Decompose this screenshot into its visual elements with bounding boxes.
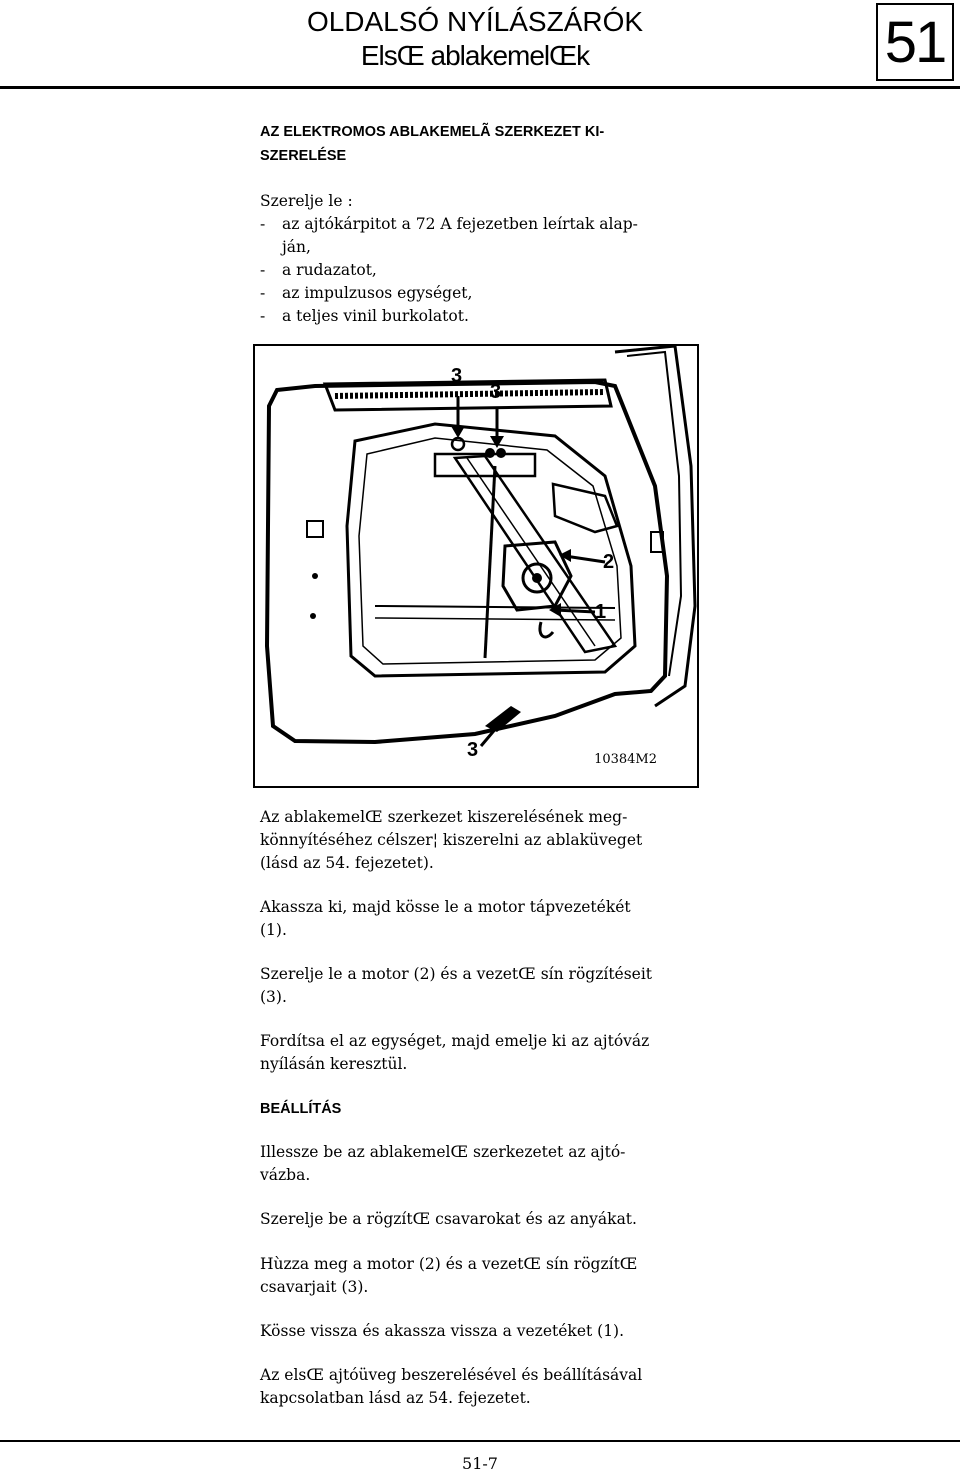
adjust-section — [260, 1097, 680, 1121]
paragraph-line: kapcsolatban lásd az 54. fejezetet. — [260, 1389, 531, 1407]
removal-paragraph-4 — [260, 1030, 680, 1076]
adjust-heading: BEÁLLÍTÁS — [260, 1101, 342, 1117]
door-illustration — [255, 346, 697, 786]
footer-divider — [0, 1440, 960, 1442]
callout-label: 1 — [595, 601, 607, 623]
callout-label: 3 — [467, 739, 479, 761]
removal-list — [260, 213, 680, 328]
paragraph-line: (lásd az 54. fejezetet). — [260, 854, 434, 872]
removal-heading-line2: SZERELÉSE — [260, 148, 347, 164]
paragraph-line: Szerelje le a motor (2) és a vezetŒ sín rögzítéseit — [260, 965, 653, 983]
removal-steps — [260, 190, 680, 328]
list-item: - az ajtókárpitot a 72 A fejezetben leírtak alap- — [260, 213, 680, 236]
callout-label: 3 — [490, 381, 502, 403]
removal-paragraph-1 — [260, 806, 680, 875]
adjust-paragraph-5 — [260, 1364, 680, 1410]
adjust-paragraph-1 — [260, 1141, 680, 1187]
paragraph-line: Hùzza meg a motor (2) és a vezetŒ sín rögzítŒ — [260, 1255, 638, 1273]
adjust-paragraph-4 — [260, 1320, 680, 1343]
paragraph-line: Az elsŒ ajtóüveg beszerelésével és beállításával — [260, 1366, 643, 1384]
paragraph-line: Illessze be az ablakemelŒ szerkezetet az ajtó- — [260, 1143, 626, 1161]
paragraph-line: nyílásán keresztül. — [260, 1055, 408, 1073]
paragraph-line: Akassza ki, majd kösse le a motor tápvezetékét — [260, 898, 631, 916]
header-title-line1: OLDALSÓ NYÍLÁSZÁRÓK — [306, 6, 644, 37]
removal-section — [260, 120, 680, 168]
paragraph-line: Az ablakemelŒ szerkezet kiszerelésének meg- — [260, 808, 628, 826]
removal-paragraph-2 — [260, 896, 680, 942]
paragraph-line: könnyítéséhez célszer¦ kiszerelni az ablaküveget — [260, 831, 643, 849]
paragraph-line: Szerelje be a rögzítŒ csavarokat és az anyákat. — [260, 1210, 637, 1228]
list-item-continuation: ján, — [282, 238, 311, 256]
adjust-paragraph-2 — [260, 1208, 680, 1231]
list-item: - a teljes vinil burkolatot. — [260, 305, 680, 328]
chapter-number-box: 51 — [876, 3, 954, 81]
header-divider — [0, 86, 960, 89]
removal-paragraph-3 — [260, 963, 680, 1009]
paragraph-line: vázba. — [260, 1166, 311, 1184]
removal-intro: Szerelje le : — [260, 192, 353, 210]
removal-heading-line1: AZ ELEKTROMOS ABLAKEMELÃ SZERKEZET KI- — [260, 124, 605, 140]
paragraph-line: (3). — [260, 988, 287, 1006]
figure-reference-code: 10384M2 — [594, 752, 657, 767]
paragraph-line: Kösse vissza és akassza vissza a vezetéket (1). — [260, 1322, 625, 1340]
callout-label: 3 — [451, 365, 463, 387]
page-number: 51-7 — [462, 1454, 498, 1473]
list-item: - a rudazatot, — [260, 259, 680, 282]
door-window-regulator-figure — [253, 344, 699, 788]
callout-label: 2 — [603, 551, 615, 573]
paragraph-line: (1). — [260, 921, 287, 939]
header-title-line2: ElsŒ ablakemelŒk — [360, 40, 590, 71]
paragraph-line: Fordítsa el az egységet, majd emelje ki az ajtóváz — [260, 1032, 650, 1050]
adjust-paragraph-3 — [260, 1253, 680, 1299]
paragraph-line: csavarjait (3). — [260, 1278, 369, 1296]
list-item: - az impulzusos egységet, — [260, 282, 680, 305]
page-header-title — [240, 4, 710, 74]
